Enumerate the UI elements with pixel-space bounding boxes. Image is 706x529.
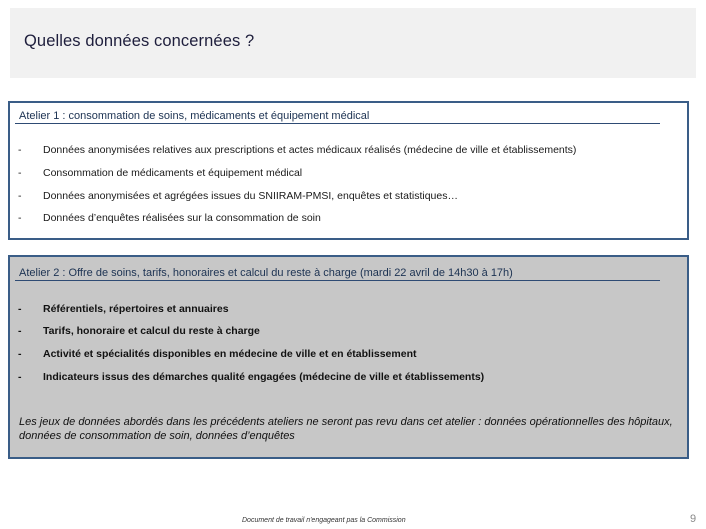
list-item (18, 303, 229, 315)
bullet-dash: - (18, 348, 22, 360)
list-item-text: Activité et spécialités disponibles en médecine de ville et en établissement (43, 348, 417, 360)
list-item-text: Données d’enquêtes réalisées sur la consommation de soin (43, 212, 321, 224)
workshop2-note: Les jeux de données abordés dans les précédents ateliers ne seront pas revu dans cet atelier : données opérationnelles des hôpitaux, données de consommation de soin, données d’enquêtes (19, 416, 673, 442)
slide-title: Quelles données concernées ? (24, 32, 255, 50)
list-item-text: Données anonymisées relatives aux prescriptions et actes médicaux réalisés (médecine de ville et établissements) (43, 144, 577, 156)
bullet-dash: - (18, 144, 22, 156)
bullet-dash: - (18, 325, 22, 337)
list-item (18, 144, 576, 156)
bullet-dash: - (18, 303, 22, 315)
page-number: 9 (690, 513, 697, 525)
footer-disclaimer: Document de travail n'engageant pas la Commission (242, 517, 406, 524)
list-item-text: Données anonymisées et agrégées issues du SNIIRAM-PMSI, enquêtes et statistiques… (43, 190, 458, 202)
list-item (18, 348, 416, 360)
bullet-dash: - (18, 167, 22, 179)
list-item (18, 190, 458, 202)
workshop1-heading: Atelier 1 : consommation de soins, médicaments et équipement médical (19, 110, 370, 122)
list-item-text: Indicateurs issus des démarches qualité engagées (médecine de ville et établissements) (43, 371, 485, 383)
list-item (18, 371, 484, 383)
workshop2-heading: Atelier 2 : Offre de soins, tarifs, honoraires et calcul du reste à charge (mardi 22 avril de 14h30 à 17h) (19, 267, 513, 279)
bullet-dash: - (18, 212, 22, 224)
bullet-dash: - (18, 371, 22, 383)
list-item (18, 167, 302, 179)
list-item (18, 212, 321, 224)
list-item-text: Tarifs, honoraire et calcul du reste à charge (43, 325, 260, 337)
workshop2-box (8, 255, 689, 459)
list-item-text: Consommation de médicaments et équipement médical (43, 167, 303, 179)
workshop1-box (8, 101, 689, 240)
list-item-text: Référentiels, répertoires et annuaires (43, 303, 229, 315)
bullet-dash: - (18, 190, 22, 202)
list-item (18, 325, 260, 337)
workshop1-heading-rule (15, 123, 660, 124)
workshop2-heading-rule (15, 280, 660, 281)
